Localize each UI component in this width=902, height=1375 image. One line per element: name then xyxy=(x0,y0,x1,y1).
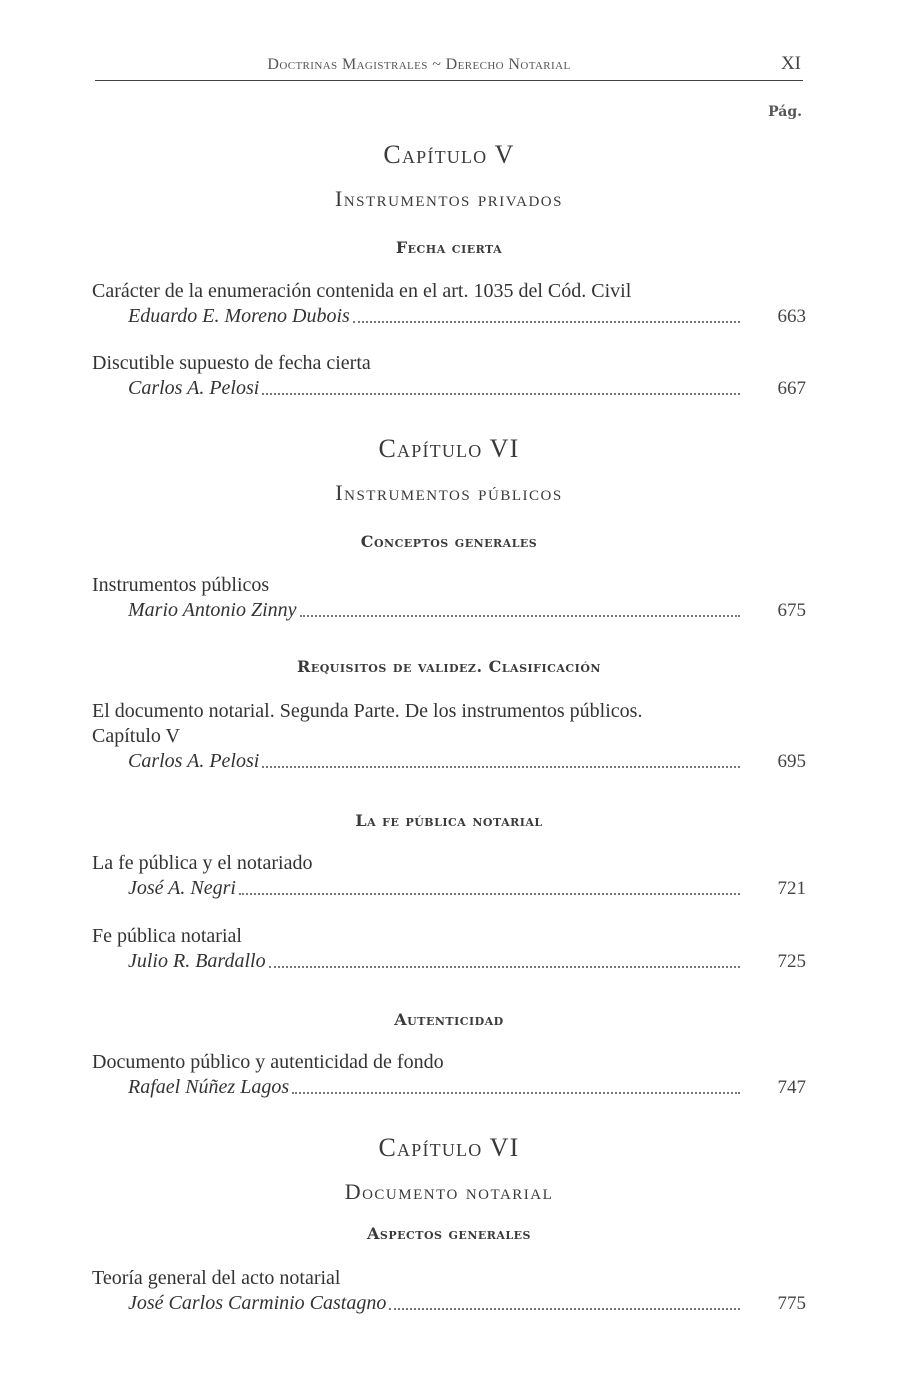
chapter-subtitle: Instrumentos privados xyxy=(335,186,563,211)
toc-entry[interactable] xyxy=(92,699,806,774)
entry-title: Fe pública notarial xyxy=(92,925,242,947)
dot-leader xyxy=(300,613,740,617)
entry-title: Carácter de la enumeración contenida en el art. 1035 del Cód. Civil xyxy=(92,280,632,302)
entry-page-number: 721 xyxy=(777,878,806,899)
entry-author: Carlos A. Pelosi xyxy=(128,377,260,399)
toc-entry[interactable] xyxy=(92,573,806,623)
section-heading: Requisitos de validez. Clasificación xyxy=(297,657,601,676)
entry-page-number: 747 xyxy=(777,1077,806,1098)
toc-entry[interactable] xyxy=(92,924,806,974)
entry-author: José A. Negri xyxy=(128,877,236,899)
entry-page-number: 675 xyxy=(777,600,806,621)
dot-leader xyxy=(389,1306,740,1310)
entry-page-number: 667 xyxy=(777,378,806,399)
chapter-title: Capítulo VI xyxy=(378,1133,520,1162)
dot-leader xyxy=(239,891,740,895)
section-heading: Conceptos generales xyxy=(360,532,538,551)
entry-author: Rafael Núñez Lagos xyxy=(128,1076,290,1098)
toc-entry[interactable] xyxy=(92,1266,806,1316)
entry-author: Mario Antonio Zinny xyxy=(128,599,297,621)
toc-entry[interactable] xyxy=(92,1050,806,1100)
entry-title: Documento público y autenticidad de fondo xyxy=(92,1051,444,1073)
section-heading: Fecha cierta xyxy=(395,238,503,257)
entry-title: Teoría general del acto notarial xyxy=(92,1267,341,1289)
dot-leader xyxy=(262,391,740,395)
dot-leader xyxy=(262,764,740,768)
section-heading: La fe pública notarial xyxy=(355,811,543,830)
toc-entry[interactable] xyxy=(92,851,806,901)
entry-author-line xyxy=(128,1291,740,1316)
page-column-label: Pág. xyxy=(768,104,802,120)
entry-author-line xyxy=(128,376,740,401)
toc-entry[interactable] xyxy=(92,351,806,401)
chapter-title: Capítulo VI xyxy=(378,434,520,463)
entry-author-line xyxy=(128,949,740,974)
entry-title-continuation: Capítulo V xyxy=(92,725,180,747)
entry-author-line xyxy=(128,749,740,774)
entry-title: Instrumentos públicos xyxy=(92,574,270,596)
entry-author-line xyxy=(128,304,740,329)
chapter-title: Capítulo V xyxy=(383,140,515,169)
entry-author: Carlos A. Pelosi xyxy=(128,750,260,772)
chapter-subtitle: Instrumentos públicos xyxy=(335,480,563,505)
entry-page-number: 725 xyxy=(777,951,806,972)
entry-author-line xyxy=(128,598,740,623)
entry-page-number: 695 xyxy=(777,751,806,772)
entry-author: Julio R. Bardallo xyxy=(128,950,266,972)
dot-leader xyxy=(353,319,740,323)
entry-title: El documento notarial. Segunda Parte. De los instrumentos públicos. xyxy=(92,700,643,722)
running-title: Doctrinas Magistrales ~ Derecho Notarial xyxy=(267,56,571,73)
page-folio: XI xyxy=(780,53,801,74)
section-heading: Aspectos generales xyxy=(366,1224,531,1243)
dot-leader xyxy=(269,964,740,968)
section-heading: Autenticidad xyxy=(394,1010,504,1029)
entry-author-line xyxy=(128,1075,740,1100)
toc-entry[interactable] xyxy=(92,279,806,329)
entry-page-number: 775 xyxy=(777,1293,806,1314)
entry-page-number: 663 xyxy=(777,306,806,327)
running-header xyxy=(95,52,803,81)
chapter-subtitle: Documento notarial xyxy=(344,1179,554,1204)
entry-author: Eduardo E. Moreno Dubois xyxy=(128,305,350,327)
dot-leader xyxy=(292,1090,740,1094)
entry-author: José Carlos Carminio Castagno xyxy=(128,1292,387,1314)
entry-title: Discutible supuesto de fecha cierta xyxy=(92,352,371,374)
entry-title: La fe pública y el notariado xyxy=(92,852,313,874)
entry-author-line xyxy=(128,876,740,901)
